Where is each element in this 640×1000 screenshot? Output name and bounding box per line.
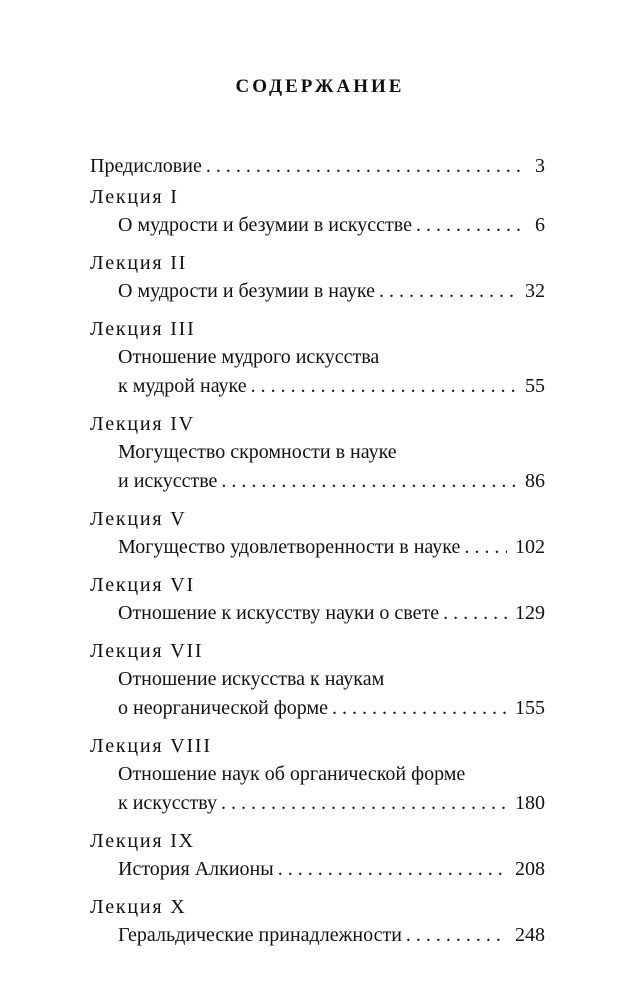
- toc-row: [90, 211, 545, 240]
- toc-row: [90, 599, 545, 628]
- lecture-heading-text: Лекция VI: [90, 574, 195, 596]
- toc-entry-lecture: [90, 183, 545, 240]
- dot-leader: [332, 694, 507, 723]
- lecture-heading-text: Лекция IV: [90, 413, 195, 435]
- toc-entry-title: к мудрой науке: [118, 375, 247, 397]
- page-title: СОДЕРЖАНИЕ: [235, 76, 405, 97]
- toc-row: [90, 694, 545, 723]
- table-of-contents: [90, 152, 545, 959]
- lecture-heading: [90, 505, 545, 533]
- toc-page-number: 86: [525, 470, 545, 492]
- toc-row: [90, 855, 545, 884]
- toc-row: [90, 438, 545, 467]
- toc-row: [90, 533, 545, 562]
- toc-entry-lecture: [90, 893, 545, 950]
- toc-entry-title: О мудрости и безумии в науке: [118, 280, 375, 302]
- toc-entry-title: Предисловие: [90, 155, 202, 177]
- lecture-heading: [90, 571, 545, 599]
- lecture-heading-text: Лекция VII: [90, 640, 204, 662]
- toc-row: [90, 665, 545, 694]
- toc-entry-lecture: [90, 505, 545, 562]
- dot-leader: [464, 533, 507, 562]
- toc-row: [90, 467, 545, 496]
- toc-page-number: 180: [515, 792, 545, 814]
- toc-entry-title: История Алкионы: [118, 858, 274, 880]
- toc-entry-lecture: [90, 827, 545, 884]
- toc-entry-lecture: [90, 315, 545, 401]
- lecture-heading-text: Лекция II: [90, 252, 188, 274]
- lecture-heading-text: Лекция VIII: [90, 735, 212, 757]
- toc-page-number: 55: [525, 375, 545, 397]
- dot-leader: [379, 277, 517, 306]
- toc-row: [90, 343, 545, 372]
- toc-entry-title: Могущество скромности в науке: [118, 441, 397, 463]
- toc-page-number: 248: [515, 924, 545, 946]
- toc-row: [90, 277, 545, 306]
- toc-entry-title: Могущество удовлетворенности в науке: [118, 536, 461, 558]
- toc-entry-lecture: [90, 637, 545, 723]
- lecture-heading: [90, 410, 545, 438]
- toc-page-number: 3: [535, 155, 545, 177]
- toc-entry-title: Отношение к искусству науки о свете: [118, 602, 440, 624]
- dot-leader: [406, 921, 507, 950]
- lecture-heading-text: Лекция X: [90, 896, 187, 918]
- dot-leader: [443, 599, 507, 628]
- toc-row: [90, 760, 545, 789]
- lecture-heading: [90, 249, 545, 277]
- lecture-heading-text: Лекция IX: [90, 830, 195, 852]
- toc-entry-title: Отношение мудрого искусства: [118, 346, 380, 368]
- toc-row: [90, 789, 545, 818]
- toc-page-number: 155: [515, 697, 545, 719]
- lecture-heading: [90, 183, 545, 211]
- dot-leader: [416, 211, 527, 240]
- toc-entry-lecture: [90, 732, 545, 818]
- dot-leader: [278, 855, 507, 884]
- toc-entry-title: о неорганической форме: [118, 697, 328, 719]
- toc-entry-preface: [90, 152, 545, 181]
- toc-entry-title: Геральдические принадлежности: [118, 924, 402, 946]
- toc-entry-lecture: [90, 571, 545, 628]
- toc-page-number: 129: [515, 602, 545, 624]
- lecture-list: [90, 183, 545, 950]
- dot-leader: [221, 467, 517, 496]
- lecture-heading: [90, 893, 545, 921]
- toc-entry-title: и искусстве: [118, 470, 218, 492]
- lecture-heading: [90, 827, 545, 855]
- toc-page-number: 102: [515, 536, 545, 558]
- dot-leader: [221, 789, 507, 818]
- toc-entry-title: Отношение искусства к наукам: [118, 668, 385, 690]
- toc-entry-lecture: [90, 249, 545, 306]
- toc-row: [90, 152, 545, 181]
- dot-leader: [251, 372, 517, 401]
- toc-row: [90, 921, 545, 950]
- toc-entry-title: О мудрости и безумии в искусстве: [118, 214, 413, 236]
- lecture-heading: [90, 637, 545, 665]
- toc-row: [90, 372, 545, 401]
- toc-page-number: 6: [535, 214, 545, 236]
- lecture-heading-text: Лекция V: [90, 508, 187, 530]
- lecture-heading: [90, 315, 545, 343]
- toc-entry-title: Отношение наук об органической форме: [118, 763, 466, 785]
- lecture-heading-text: Лекция I: [90, 186, 179, 208]
- toc-page-number: 208: [515, 858, 545, 880]
- toc-entry-lecture: [90, 410, 545, 496]
- lecture-heading-text: Лекция III: [90, 318, 196, 340]
- lecture-heading: [90, 732, 545, 760]
- toc-entry-title: к искусству: [118, 792, 217, 814]
- dot-leader: [206, 152, 527, 181]
- toc-page-number: 32: [525, 280, 545, 302]
